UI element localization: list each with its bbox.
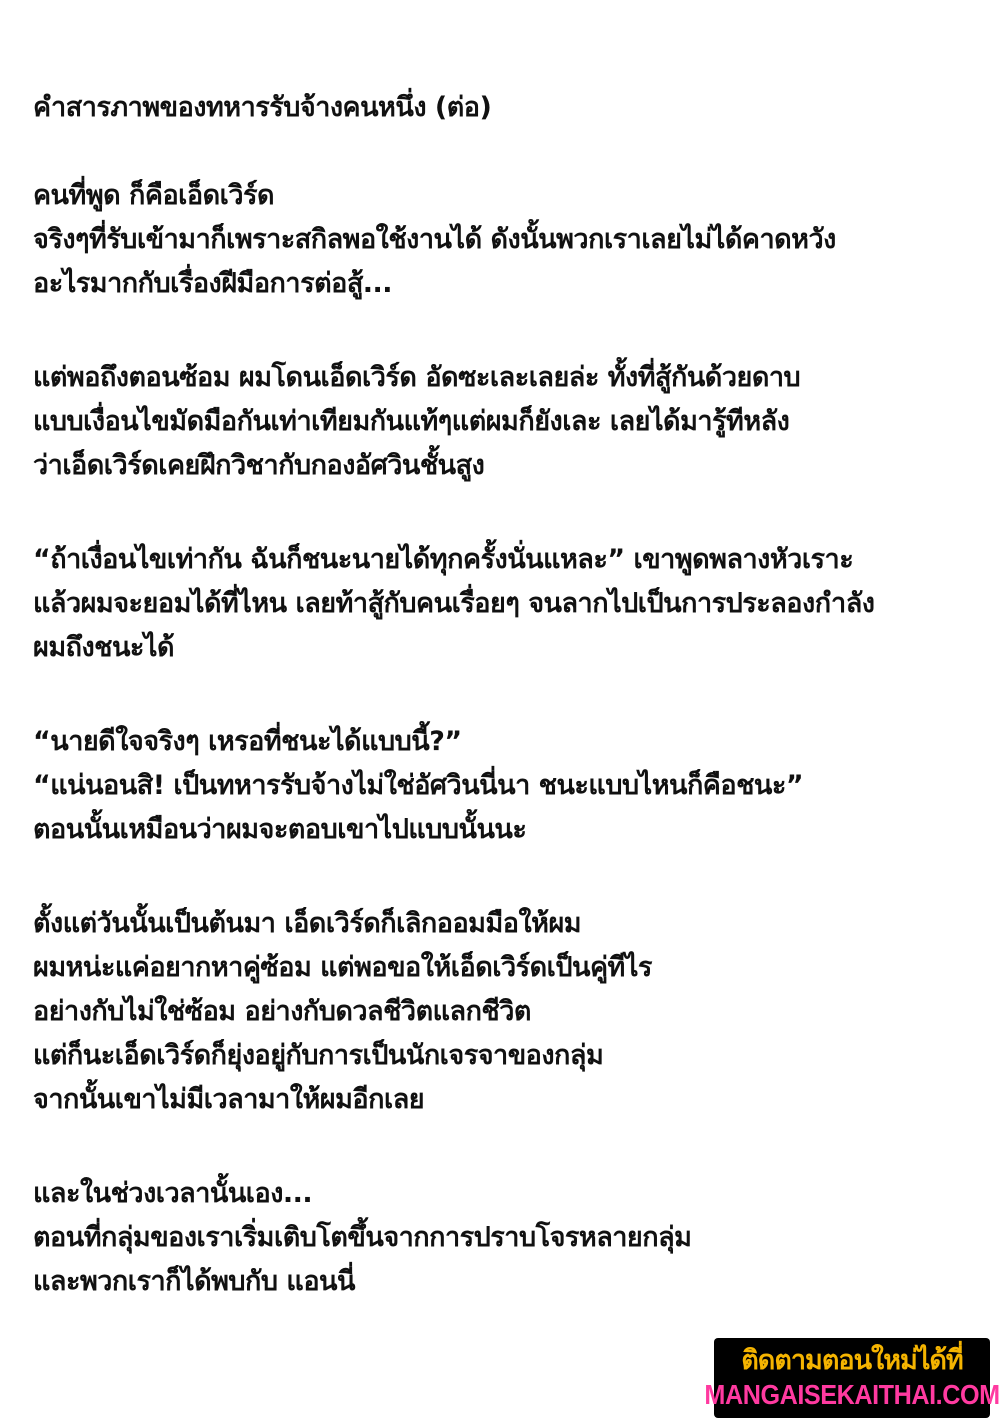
paragraph-line: อะไรมากกับเรื่องฝีมือการต่อสู้...	[33, 268, 393, 299]
paragraph-line: แต่พอถึงตอนซ้อม ผมโดนเอ็ดเวิร์ด อัดซะเละเลยล่ะ ทั้งที่สู้กันด้วยดาบ	[33, 362, 801, 393]
paragraph-line: ว่าเอ็ดเวิร์ดเคยฝึกวิชากับกองอัศวินชั้นสูง	[33, 450, 485, 481]
paragraph	[33, 538, 973, 670]
paragraph-line: คนที่พูด ก็คือเอ็ดเวิร์ด	[33, 180, 275, 211]
paragraph-gap	[33, 306, 973, 356]
paragraph-line: แล้วผมจะยอมได้ที่ไหน เลยท้าสู้กับคนเรื่อยๆ จนลากไปเป็นการประลองกำลัง	[33, 588, 875, 619]
paragraph	[33, 720, 973, 852]
paragraph-line: อย่างกับไม่ใช่ซ้อม อย่างกับดวลชีวิตแลกชีวิต	[33, 996, 531, 1027]
paragraph-line: “นายดีใจจริงๆ เหรอที่ชนะได้แบบนี้?”	[33, 726, 462, 757]
document-body	[33, 86, 973, 1304]
paragraph-line: และพวกเราก็ได้พบกับ แอนนี่	[33, 1266, 355, 1297]
watermark-badge[interactable]	[704, 1338, 1000, 1418]
paragraph-gap	[33, 488, 973, 538]
paragraph	[33, 356, 973, 488]
paragraph-line: “แน่นอนสิ! เป็นทหารรับจ้างไม่ใช่อัศวินนี่นา ชนะแบบไหนก็คือชนะ”	[33, 770, 804, 801]
paragraph-line: “ถ้าเงื่อนไขเท่ากัน ฉันก็ชนะนายได้ทุกครั้งนั่นแหละ” เขาพูดพลางหัวเราะ	[33, 544, 854, 575]
badge-site-url[interactable]: MANGAISEKAITHAI.COM	[704, 1379, 1000, 1410]
paragraph-line: ตั้งแต่วันนั้นเป็นต้นมา เอ็ดเวิร์ดก็เลิกออมมือให้ผม	[33, 908, 582, 939]
paragraph-gap	[33, 670, 973, 720]
badge-follow-text: ติดตามตอนใหม่ได้ที่	[741, 1345, 963, 1376]
paragraph-line: แบบเงื่อนไขมัดมือกันเท่าเทียมกันแท้ๆแต่ผมก็ยังเละ เลยได้มารู้ทีหลัง	[33, 406, 790, 437]
document-title: คำสารภาพของทหารรับจ้างคนหนึ่ง (ต่อ)	[33, 92, 492, 123]
paragraph-line: และในช่วงเวลานั้นเอง...	[33, 1178, 313, 1209]
paragraph-line: จริงๆที่รับเข้ามาก็เพราะสกิลพอใช้งานได้ ดังนั้นพวกเราเลยไม่ได้คาดหวัง	[33, 224, 836, 255]
paragraph-gap	[33, 852, 973, 902]
paragraph-gap	[33, 130, 973, 174]
paragraph-line: จากนั้นเขาไม่มีเวลามาให้ผมอีกเลย	[33, 1084, 425, 1115]
paragraph	[33, 902, 973, 1122]
paragraph-line: ผมหน่ะแค่อยากหาคู่ซ้อม แต่พอขอให้เอ็ดเวิร์ดเป็นคู่ทีไร	[33, 952, 652, 983]
paragraph-gap	[33, 1122, 973, 1172]
paragraph	[33, 1172, 973, 1304]
paragraph-line: ตอนที่กลุ่มของเราเริ่มเติบโตขึ้นจากการปราบโจรหลายกลุ่ม	[33, 1222, 692, 1253]
paragraph-line: ผมถึงชนะได้	[33, 632, 175, 663]
paragraph-line: ตอนนั้นเหมือนว่าผมจะตอบเขาไปแบบนั้นนะ	[33, 814, 527, 845]
paragraph	[33, 174, 973, 306]
paragraph-line: แต่ก็นะเอ็ดเวิร์ดก็ยุ่งอยู่กับการเป็นนักเจรจาของกลุ่ม	[33, 1040, 604, 1071]
